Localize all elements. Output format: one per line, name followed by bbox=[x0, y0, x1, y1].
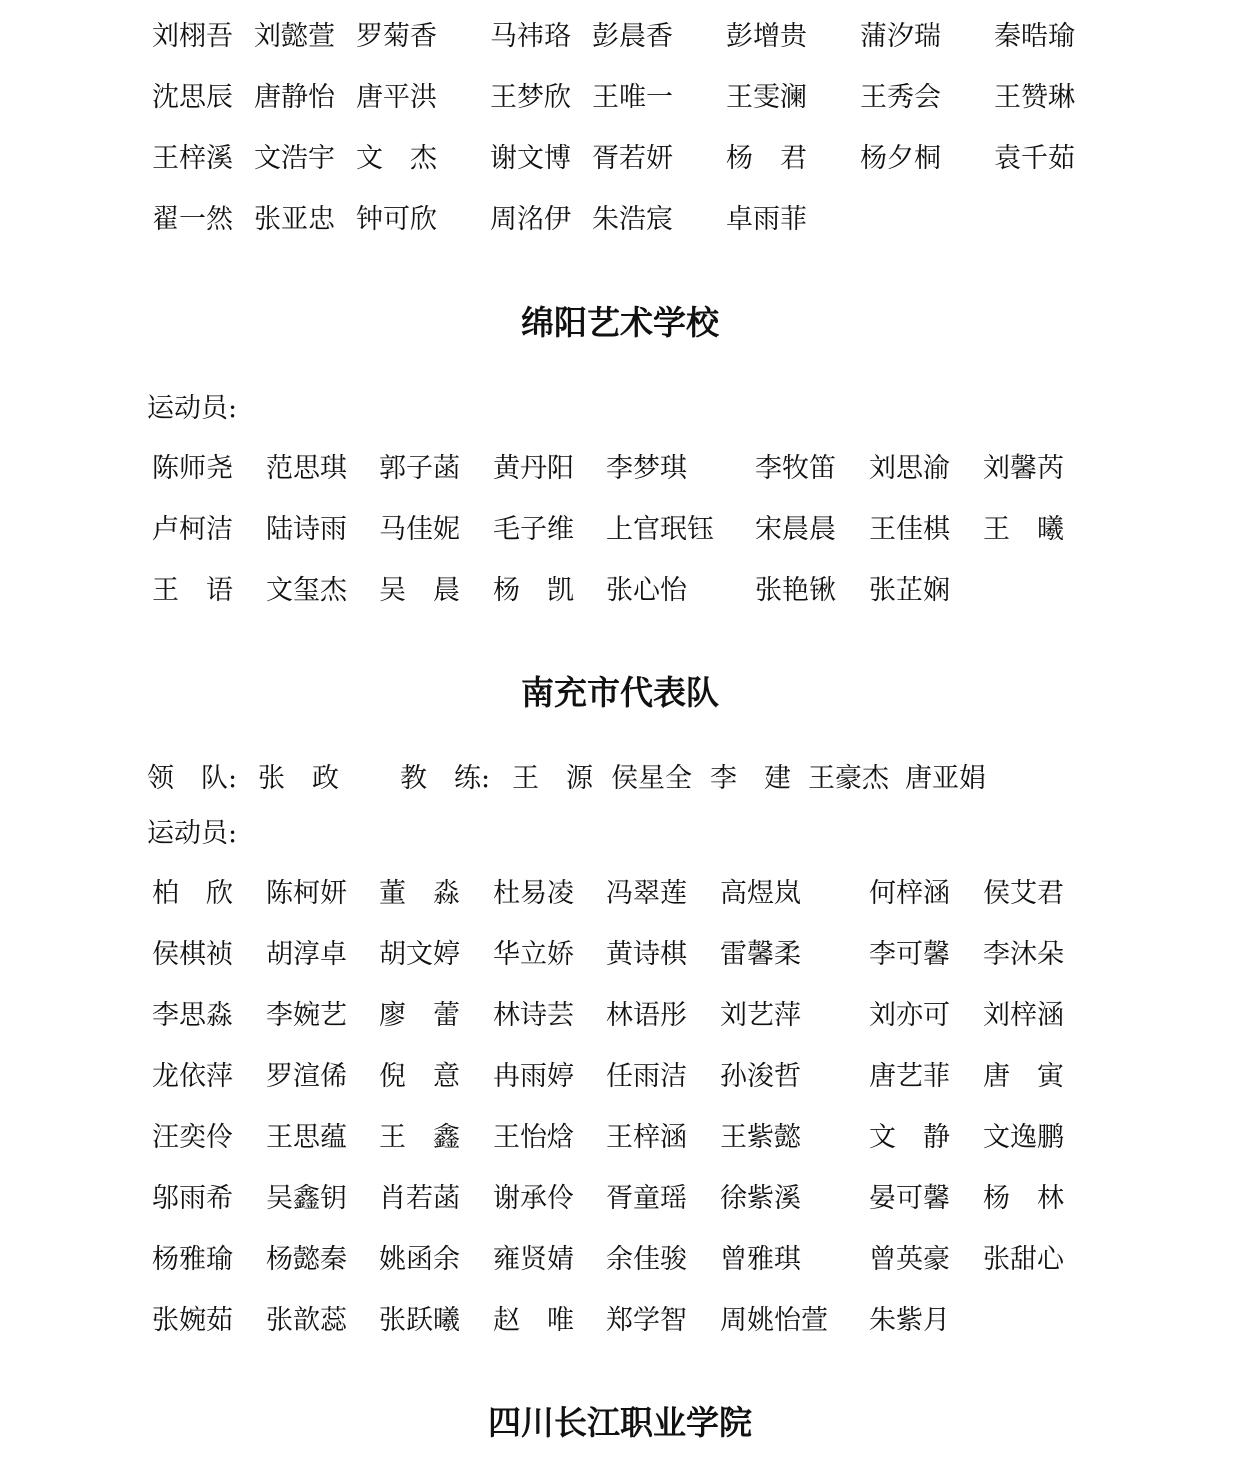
roster-name: 范思琪 bbox=[266, 453, 347, 484]
roster-name: 林诗芸 bbox=[493, 1000, 574, 1031]
roster-name: 郑学智 bbox=[606, 1305, 687, 1336]
roster-name: 胥若妍 bbox=[592, 143, 673, 174]
roster-name: 李梦琪 bbox=[606, 453, 687, 484]
roster-name: 胡文婷 bbox=[379, 939, 460, 970]
coach-label: 教 练: bbox=[400, 763, 491, 794]
roster-name: 文 杰 bbox=[356, 143, 437, 174]
roster-name: 冉雨婷 bbox=[493, 1061, 574, 1092]
roster-name: 龙依萍 bbox=[152, 1061, 233, 1092]
roster-name: 张艳锹 bbox=[755, 575, 836, 606]
roster-name: 张歆蕊 bbox=[266, 1305, 347, 1336]
roster-name: 翟一然 bbox=[152, 204, 233, 235]
roster-name: 罗渲俙 bbox=[266, 1061, 347, 1092]
roster-name: 马祎珞 bbox=[490, 21, 571, 52]
section-title-nanchong: 南充市代表队 bbox=[521, 673, 719, 712]
roster-name: 周姚怡萱 bbox=[720, 1305, 828, 1336]
roster-name: 杨 凯 bbox=[493, 575, 574, 606]
roster-name: 杨 林 bbox=[983, 1183, 1064, 1214]
roster-name: 唐艺菲 bbox=[869, 1061, 950, 1092]
roster-name: 张心怡 bbox=[606, 575, 687, 606]
roster-name: 彭增贵 bbox=[726, 21, 807, 52]
roster-name: 肖若菡 bbox=[379, 1183, 460, 1214]
roster-name: 李婉艺 bbox=[266, 1000, 347, 1031]
roster-name: 汪奕伶 bbox=[152, 1122, 233, 1153]
roster-name: 邬雨希 bbox=[152, 1183, 233, 1214]
roster-name: 马佳妮 bbox=[379, 514, 460, 545]
roster-name: 杨懿秦 bbox=[266, 1244, 347, 1275]
roster-name: 柏 欣 bbox=[152, 878, 233, 909]
section-title-mianyang: 绵阳艺术学校 bbox=[521, 303, 719, 342]
roster-name: 周洺伊 bbox=[490, 204, 571, 235]
roster-name: 刘艺萍 bbox=[720, 1000, 801, 1031]
roster-name: 胥童瑶 bbox=[606, 1183, 687, 1214]
athletes-label: 运动员: bbox=[147, 393, 238, 424]
coach-name: 王豪杰 bbox=[808, 763, 889, 794]
roster-name: 刘思渝 bbox=[869, 453, 950, 484]
roster-name: 文逸鹏 bbox=[983, 1122, 1064, 1153]
roster-name: 刘栩吾 bbox=[152, 21, 233, 52]
roster-name: 雍贤婧 bbox=[493, 1244, 574, 1275]
roster-name: 徐紫溪 bbox=[720, 1183, 801, 1214]
roster-name: 张亚忠 bbox=[254, 204, 335, 235]
roster-name: 陈师尧 bbox=[152, 453, 233, 484]
roster-name: 杜易凌 bbox=[493, 878, 574, 909]
roster-name: 文玺杰 bbox=[266, 575, 347, 606]
roster-name: 王紫懿 bbox=[720, 1122, 801, 1153]
roster-name: 华立娇 bbox=[493, 939, 574, 970]
roster-name: 陆诗雨 bbox=[266, 514, 347, 545]
roster-name: 卢柯洁 bbox=[152, 514, 233, 545]
roster-name: 秦晧瑜 bbox=[994, 21, 1075, 52]
roster-name: 彭晨香 bbox=[592, 21, 673, 52]
roster-name: 倪 意 bbox=[379, 1061, 460, 1092]
roster-name: 高煜岚 bbox=[720, 878, 801, 909]
roster-name: 雷馨柔 bbox=[720, 939, 801, 970]
roster-name: 文浩宇 bbox=[254, 143, 335, 174]
roster-name: 王梓溪 bbox=[152, 143, 233, 174]
roster-name: 晏可馨 bbox=[869, 1183, 950, 1214]
roster-name: 王梦欣 bbox=[490, 82, 571, 113]
roster-name: 谢承伶 bbox=[493, 1183, 574, 1214]
roster-name: 李思淼 bbox=[152, 1000, 233, 1031]
roster-name: 王佳棋 bbox=[869, 514, 950, 545]
roster-name: 张跃曦 bbox=[379, 1305, 460, 1336]
roster-name: 李牧笛 bbox=[755, 453, 836, 484]
roster-name: 林语彤 bbox=[606, 1000, 687, 1031]
roster-name: 张芷娴 bbox=[869, 575, 950, 606]
roster-name: 王 鑫 bbox=[379, 1122, 460, 1153]
roster-name: 唐 寅 bbox=[983, 1061, 1064, 1092]
leader-label: 领 队: bbox=[147, 763, 238, 794]
roster-name: 李沐朵 bbox=[983, 939, 1064, 970]
roster-name: 刘懿萱 bbox=[254, 21, 335, 52]
roster-name: 张甜心 bbox=[983, 1244, 1064, 1275]
roster-name: 黄诗棋 bbox=[606, 939, 687, 970]
roster-name: 李可馨 bbox=[869, 939, 950, 970]
roster-name: 王 语 bbox=[152, 575, 233, 606]
roster-name: 王雯澜 bbox=[726, 82, 807, 113]
roster-name: 卓雨菲 bbox=[726, 204, 807, 235]
roster-name: 宋晨晨 bbox=[755, 514, 836, 545]
roster-name: 张婉茹 bbox=[152, 1305, 233, 1336]
roster-name: 侯艾君 bbox=[983, 878, 1064, 909]
roster-name: 吴鑫钥 bbox=[266, 1183, 347, 1214]
coach-name: 侯星全 bbox=[611, 763, 692, 794]
roster-name: 王赞琳 bbox=[994, 82, 1075, 113]
roster-name: 曾英豪 bbox=[869, 1244, 950, 1275]
roster-name: 姚函余 bbox=[379, 1244, 460, 1275]
coach-name: 唐亚娟 bbox=[905, 763, 986, 794]
roster-name: 王 曦 bbox=[983, 514, 1064, 545]
roster-name: 罗菊香 bbox=[356, 21, 437, 52]
athletes-label: 运动员: bbox=[147, 818, 238, 849]
roster-name: 何梓涵 bbox=[869, 878, 950, 909]
roster-name: 王思蕴 bbox=[266, 1122, 347, 1153]
roster-name: 廖 蕾 bbox=[379, 1000, 460, 1031]
roster-name: 文 静 bbox=[869, 1122, 950, 1153]
coach-name: 李 建 bbox=[710, 763, 791, 794]
roster-name: 朱浩宸 bbox=[592, 204, 673, 235]
roster-name: 上官珉钰 bbox=[606, 514, 714, 545]
roster-name: 沈思辰 bbox=[152, 82, 233, 113]
roster-name: 任雨洁 bbox=[606, 1061, 687, 1092]
roster-name: 王梓涵 bbox=[606, 1122, 687, 1153]
roster-name: 赵 唯 bbox=[493, 1305, 574, 1336]
coach-name: 王 源 bbox=[512, 763, 593, 794]
roster-name: 蒲汐瑞 bbox=[860, 21, 941, 52]
roster-name: 陈柯妍 bbox=[266, 878, 347, 909]
roster-name: 朱紫月 bbox=[869, 1305, 950, 1336]
roster-name: 刘馨芮 bbox=[983, 453, 1064, 484]
roster-name: 刘梓涵 bbox=[983, 1000, 1064, 1031]
roster-name: 唐平洪 bbox=[356, 82, 437, 113]
roster-name: 孙浚哲 bbox=[720, 1061, 801, 1092]
roster-name: 黄丹阳 bbox=[493, 453, 574, 484]
staff-line bbox=[0, 762, 1240, 796]
roster-name: 唐静怡 bbox=[254, 82, 335, 113]
roster-name: 钟可欣 bbox=[356, 204, 437, 235]
roster-name: 王唯一 bbox=[592, 82, 673, 113]
roster-name: 王怡焓 bbox=[493, 1122, 574, 1153]
roster-name: 侯棋祯 bbox=[152, 939, 233, 970]
roster-name: 余佳骏 bbox=[606, 1244, 687, 1275]
roster-name: 郭子菡 bbox=[379, 453, 460, 484]
roster-name: 刘亦可 bbox=[869, 1000, 950, 1031]
leader-name: 张 政 bbox=[258, 763, 339, 794]
roster-name: 毛子维 bbox=[493, 514, 574, 545]
section-title-changjiang: 四川长江职业学院 bbox=[488, 1403, 752, 1442]
roster-name: 曾雅琪 bbox=[720, 1244, 801, 1275]
roster-name: 谢文博 bbox=[490, 143, 571, 174]
roster-name: 杨 君 bbox=[726, 143, 807, 174]
roster-name: 董 淼 bbox=[379, 878, 460, 909]
roster-name: 吴 晨 bbox=[379, 575, 460, 606]
roster-name: 袁千茹 bbox=[994, 143, 1075, 174]
roster-name: 胡淳卓 bbox=[266, 939, 347, 970]
roster-name: 王秀会 bbox=[860, 82, 941, 113]
roster-name: 冯翠莲 bbox=[606, 878, 687, 909]
roster-name: 杨雅瑜 bbox=[152, 1244, 233, 1275]
roster-name: 杨夕桐 bbox=[860, 143, 941, 174]
